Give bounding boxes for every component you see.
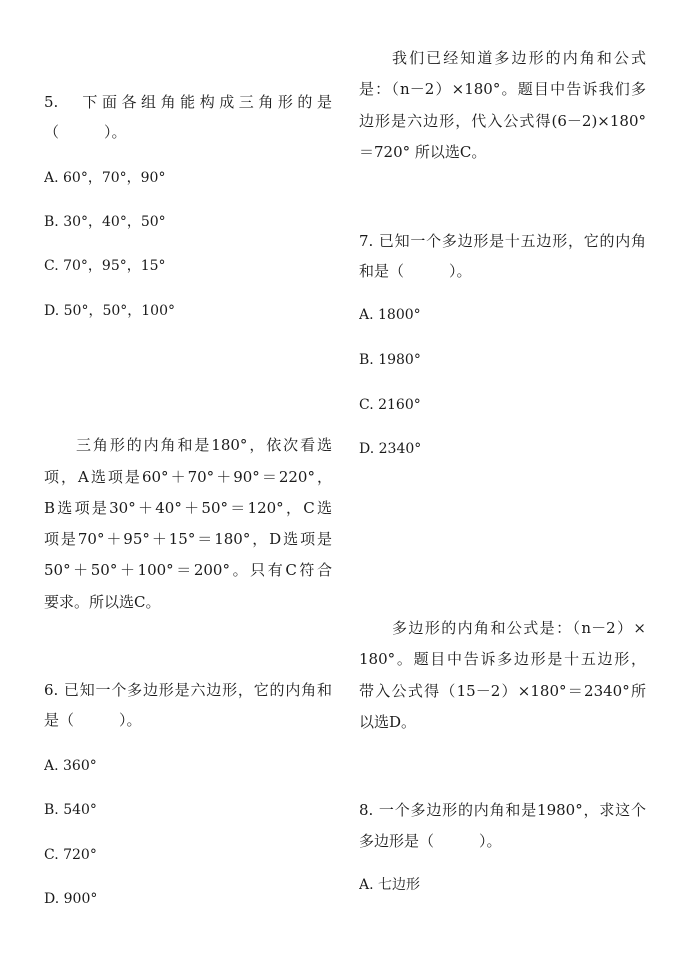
explanation-5-line-6: 要求。所以选C。 [44,593,161,611]
question-8-stem-line-1: 8. 一个多边形的内角和是1980°，求这个 [359,801,646,819]
question-8-stem-line-2: 多边形是（ ）。 [359,832,502,850]
question-6-option-d: D. 900° [44,891,98,907]
explanation-7-line-3: 带入公式得（15－2）×180°＝2340°所 [359,682,646,700]
explanation-6-line-4: ＝720° 所以选C。 [359,143,487,161]
question-6-stem-line-2: 是（ ）。 [44,711,142,729]
question-5-option-a: A. 60°，70°，90° [44,170,166,186]
question-7-option-c: C. 2160° [359,397,421,413]
question-7-option-b: B. 1980° [359,352,421,368]
question-5-stem-line-1: 5. 下面各组角能构成三角形的是 [44,93,332,111]
explanation-6-line-1: 我们已经知道多边形的内角和公式 [392,49,646,67]
question-6-option-c: C. 720° [44,847,97,863]
question-5-option-c: C. 70°，95°，15° [44,258,166,274]
question-7-stem-line-1: 7. 已知一个多边形是十五边形，它的内角 [359,232,646,250]
question-5-stem-line-2: （ ）。 [44,123,127,141]
question-6-option-a: A. 360° [44,758,97,774]
question-5-option-b: B. 30°，40°，50° [44,214,166,230]
explanation-6-line-3: 边形是六边形，代入公式得(6－2)×180° [359,112,646,130]
question-6-option-b: B. 540° [44,802,97,818]
explanation-7-line-4: 以选D。 [359,713,417,731]
explanation-7-line-2: 180°。题目中告诉多边形是十五边形， [359,650,646,668]
explanation-5-line-4: 项是70°＋95°＋15°＝180°，D选项是 [44,530,332,548]
question-7-stem-line-2: 和是（ ）。 [359,262,472,280]
explanation-7-line-1: 多边形的内角和公式是：（n－2）× [392,619,646,637]
explanation-5-line-3: B选项是30°＋40°＋50°＝120°，C选 [44,499,332,517]
question-7-option-d: D. 2340° [359,441,422,457]
explanation-6-line-2: 是：（n－2）×180°。题目中告诉我们多 [359,80,646,98]
explanation-5-line-1: 三角形的内角和是180°，依次看选 [76,436,332,454]
explanation-5-line-5: 50°＋50°＋100°＝200°。只有C符合 [44,561,332,579]
question-5-option-d: D. 50°，50°，100° [44,303,175,319]
question-6-stem-line-1: 6. 已知一个多边形是六边形，它的内角和 [44,681,332,699]
explanation-5-line-2: 项，A选项是60°＋70°＋90°＝220°， [44,468,332,486]
question-7-option-a: A. 1800° [359,307,421,323]
question-8-option-a: A. 七边形 [359,877,421,893]
